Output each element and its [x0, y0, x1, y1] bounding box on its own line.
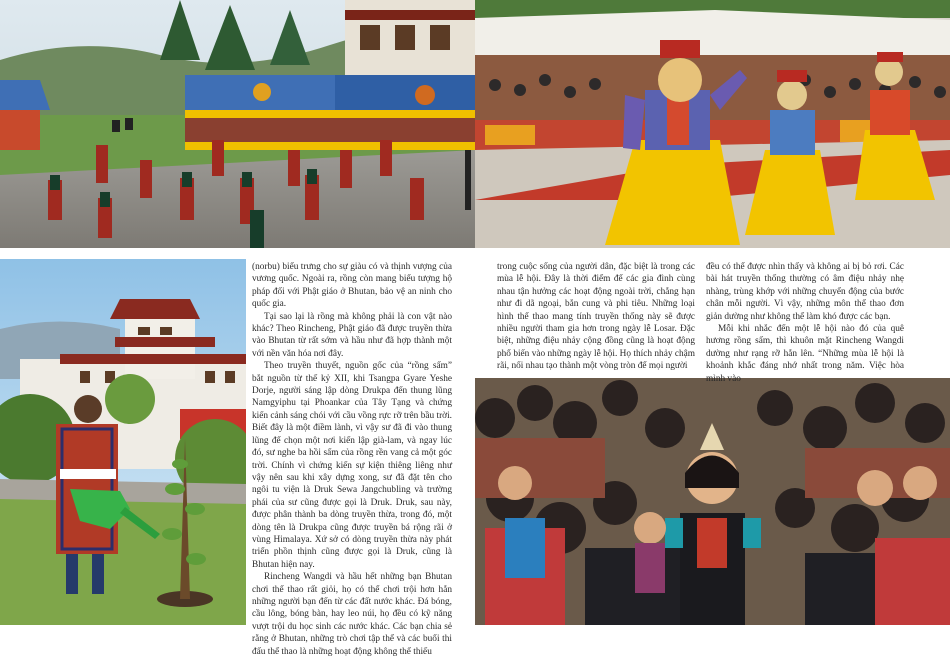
paragraph: trong cuộc sống của người dân, đặc biệt là trong các mùa lễ hội. Đây là thời điểm để các gia đình cùng nhau tận hưởng các hoạt động ngoài trời, chẳng hạn như đi dã ngoại, bắn cung và phi tiêu. Những loại hình thể thao mang tính truyền thống này sẽ được nhiều người tham gia hơn trong ngày lễ Losar. Đặc biệt, những điệu nhảy cộng đồng cũng là hoạt động phổ biến vào những ngày lễ hội. Họ thích nhảy chậm rãi, nối nhau tạo thành một vòng tròn để mọi người [497, 262, 695, 372]
paragraph: Theo truyền thuyết, nguồn gốc của “rồng sấm” bắt nguồn từ thế kỷ XII, khi Tsangpa Gyare Yeshe Dorje, người sáng lập dòng Drukpa đến thung lũng Namgyiphu tại Phoankar của Tây Tạng và chứng kiến cảnh sáng chói với cầu vồng rực rỡ trên bầu trời. Biết đây là một điềm lành, vì vậy sư đã đi vào thung lũng để chọn một nơi kiến lập già-lam, và ngay lúc đó, sư nghe ba hồi sấm của rồng rền vang cả một góc trời. Chính vì chứng kiến sự kiện thiêng liêng như vậy nên sau khi xây dựng xong, sư đã đặt tên cho ngôi tu viện là Druk Sewa Jangchubling và trường phái của sư cũng được gọi là Druk. Druk, sau này, được phân thành ba dòng truyền thừa, trong đó, một dòng tên là Drukpa cũng được truyền bá rộng rãi ở vùng Himalaya. Xứ sở có dòng truyền thừa này phát triển phồn thịnh cũng được gọi là Druk, cũng là Bhutan hiện nay. [252, 361, 452, 570]
paragraph: (norbu) biểu trưng cho sự giàu có và thịnh vượng của vương quốc. Ngoài ra, rồng còn mang biểu tượng hộ pháp đối với Phật giáo ở Bhutan, bảo vệ an ninh cho quốc gia. [252, 262, 452, 310]
paragraph: Tại sao lại là rồng mà không phải là con vật nào khác? Theo Rincheng, Phật giáo đã được truyền thừa vào Bhutan từ rất sớm và hầu như đã hợp thành một với nền văn hóa nơi đây. [252, 311, 452, 359]
photo-festival-crowd [475, 378, 950, 625]
paragraph: Mỗi khi nhắc đến một lễ hội nào đó của quê hương rồng sấm, thì khuôn mặt Rincheng Wangdi dường như rạng rỡ hẳn lên. “Những mùa lễ hội là khoảnh khắc đáng nhớ nhất trong năm. Việc hòa mình vào [706, 324, 904, 384]
text-column-2 [497, 261, 695, 373]
photo-masked-dancers [475, 0, 950, 248]
photo-festival-courtyard-dance [0, 0, 475, 248]
photo-boy-watering-tree [0, 259, 246, 625]
text-column-1 [252, 261, 452, 657]
text-column-3 [706, 261, 904, 384]
paragraph: Rincheng Wangdi và hầu hết những bạn Bhutan chơi thể thao rất giỏi, họ có thể chơi trội hơn hẳn những người bạn đến từ các đất nước khác. Đá bóng, cầu lông, bóng bàn, hay leo núi, họ đều có kỹ năng vượt trội du học sinh các nước khác. Các bạn chia sẻ rằng ở Bhutan, những trò chơi tập thể và các buổi thi đấu thể thao là những hoạt động không thể thiếu [252, 572, 452, 657]
paragraph: đều có thể được nhìn thấy và không ai bị bỏ rơi. Các bài hát truyền thống thường có âm điệu nhảy nhẹ nhàng, trùng khớp với những chuyển động của bước chân mỗi người. Vì vậy, những môn thể thao đơn giản dường như không thể làm khó được các bạn. [706, 262, 904, 322]
